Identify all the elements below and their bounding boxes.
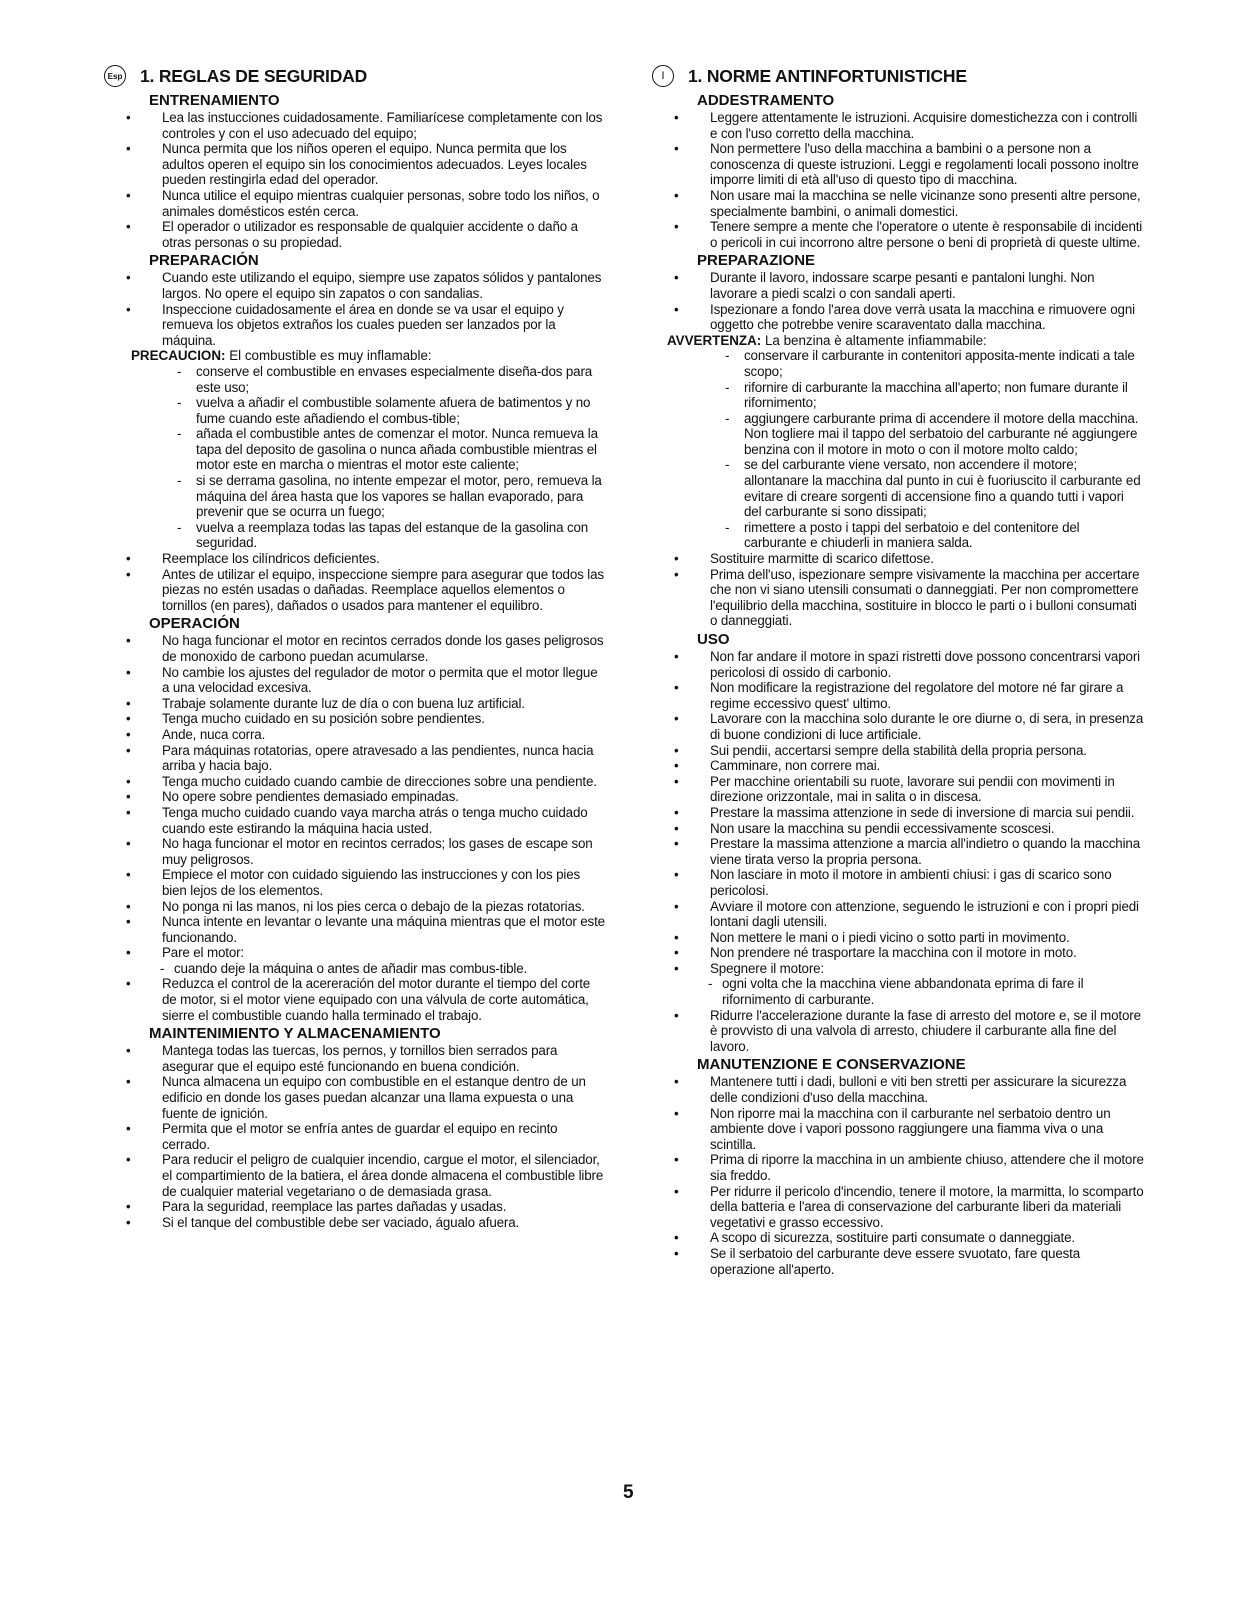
list-item: • Para la seguridad, reemplace las partes dañadas y usadas. (104, 1199, 606, 1215)
list-item: • Ande, nuca corra. (104, 727, 606, 743)
it-preparation-list-2 (652, 551, 1144, 629)
es-caution-text: El combustible es muy inflamable: (225, 348, 432, 364)
it-maintenance-list (652, 1074, 1144, 1277)
language-badge-es: Esp (104, 65, 126, 87)
spanish-title: 1. REGLAS DE SEGURIDAD (140, 65, 368, 86)
es-operation-heading: OPERACIÓN (149, 615, 240, 633)
list-item: • Prima di riporre la macchina in un ambiente chiuso, attendere che il motore sia freddo. (652, 1152, 1144, 1183)
list-item: - añada el combustible antes de comenzar el motor. Nunca remueva la tapa del deposito de gasolina o nunca añada combustible mientras el motor este en marcha o mientras el motor este caliente; (104, 426, 606, 473)
es-maintenance-list (104, 1043, 606, 1230)
list-item: • Tenga mucho cuidado en su posición sobre pendientes. (104, 711, 606, 727)
list-item: • Non lasciare in moto il motore in ambienti chiusi: i gas di scarico sono pericolosi. (652, 867, 1144, 898)
list-item: • Leggere attentamente le istruzioni. Acquisire domestichezza con i controlli e con l'uso corretto della macchina. (652, 110, 1144, 141)
it-training-list (652, 110, 1144, 250)
es-training-list (104, 110, 606, 250)
list-item: • Lavorare con la macchina solo durante le ore diurne o, di sera, in presenza di buone condizioni di luce artificiale. (652, 711, 1144, 742)
italian-title-row (652, 64, 1144, 88)
list-item: • Lea las instucciones cuidadosamente. Familiarícese completamente con los controles y con el uso adecuado del equipo; (104, 110, 606, 141)
es-stop-list (104, 961, 606, 977)
it-operation-list-2 (652, 1008, 1144, 1055)
list-item: - ogni volta che la macchina viene abbandonata eprima di fare il rifornimento di carburante. (652, 976, 1144, 1007)
spanish-column (104, 64, 606, 1230)
list-item: • Sostituire marmitte di scarico difettose. (652, 551, 1144, 567)
list-item: • Per ridurre il pericolo d'incendio, tenere il motore, la marmitta, lo scomparto della batteria e l'area di conservazione del carburante liberi da materiali vegetativi e grasso eccessivo. (652, 1184, 1144, 1231)
it-preparation-list (652, 270, 1144, 332)
list-item: - vuelva a añadir el combustible solamente afuera de batimentos y no fume cuando este añadiendo el combus-tible; (104, 395, 606, 426)
list-item: • Non permettere l'uso della macchina a bambini o a persone non a conoscenza di queste istruzioni. Leggi e regolamenti locali possono inoltre imporre limiti di età all'uso di questo tipo di macchina. (652, 141, 1144, 188)
list-item: • Non riporre mai la macchina con il carburante nel serbatoio dentro un ambiente dove i vapori possono raggiungere una fiamma viva o una scintilla. (652, 1106, 1144, 1153)
list-item: - conserve el combustible en envases especialmente diseña-dos para este uso; (104, 364, 606, 395)
list-item: - si se derrama gasolina, no intente empezar el motor, pero, remueva la máquina del área hasta que los vapores se hallan evaporado, para prevenir que se ocurra un fuego; (104, 473, 606, 520)
it-caution-line (667, 333, 1144, 349)
list-item: • Non mettere le mani o i piedi vicino o sotto parti in movimento. (652, 930, 1144, 946)
list-item: - rifornire di carburante la macchina all'aperto; non fumare durante il rifornimento; (652, 380, 1144, 411)
list-item: - conservare il carburante in contenitori apposita-mente indicati a tale scopo; (652, 348, 1144, 379)
es-caution-line (131, 348, 606, 364)
list-item: - cuando deje la máquina o antes de añadir mas combus-tible. (104, 961, 606, 977)
es-caution-label: PRECAUCION: (131, 348, 226, 364)
italian-title: 1. NORME ANTINFORTUNISTICHE (688, 65, 967, 86)
list-item: • Non modificare la registrazione del regolatore del motore né far girare a regime eccessivo quest' ultimo. (652, 680, 1144, 711)
list-item: • Non usare mai la macchina se nelle vicinanze sono presenti altre persone, specialmente bambini, o animali domestici. (652, 188, 1144, 219)
it-caution-label: AVVERTENZA: (667, 332, 762, 348)
list-item: • Per macchine orientabili su ruote, lavorare sui pendii con movimenti in direzione orizzontale, mai in salita o in discesa. (652, 774, 1144, 805)
es-training-heading: ENTRENAMIENTO (149, 92, 280, 109)
list-item: - vuelva a reemplaza todas las tapas del estanque de la gasolina con seguridad. (104, 520, 606, 551)
list-item: • Empiece el motor con cuidado siguiendo las instrucciones y con los pies bien lejos de los elementos. (104, 867, 606, 898)
list-item: • Nunca almacena un equipo con combustible en el estanque dentro de un edificio en donde los gases puedan alcanzar una llama expuesta o una fuente de ignición. (104, 1074, 606, 1121)
list-item: • Non far andare il motore in spazi ristretti dove possono concentrarsi vapori pericolosi di ossido di carbonio. (652, 649, 1144, 680)
es-maintenance-heading: MAINTENIMIENTO Y ALMACENAMIENTO (149, 1025, 441, 1043)
list-item: • Antes de utilizar el equipo, inspeccione siempre para asegurar que todos las piezas no estén usadas o dañadas. Reemplace aquellos elementos o tornillos (en pares), dañados o usados para mantener el equilibro. (104, 567, 606, 614)
page-number: 5 (623, 1482, 634, 1503)
list-item: • Prestare la massima attenzione a marcia all'indietro o quando la macchina viene tirata verso la propria persona. (652, 836, 1144, 867)
list-item: • Tenere sempre a mente che l'operatore o utente è responsabile di incidenti o pericoli in cui incorrono altre persone o beni di proprietà di queste ultime. (652, 219, 1144, 250)
list-item: • No haga funcionar el motor en recintos cerrados; los gases de escape son muy peligrosos. (104, 836, 606, 867)
list-item: • A scopo di sicurezza, sostituire parti consumate o danneggiate. (652, 1230, 1144, 1246)
list-item: • Non usare la macchina su pendii eccessivamente scoscesi. (652, 821, 1144, 837)
list-item: • Para reducir el peligro de cualquier incendio, cargue el motor, el silenciador, el compartimiento de la batiera, el área donde almacena el combustible libre de cualquier material vegetariano o de demasiada grasa. (104, 1152, 606, 1199)
list-item: • Reduzca el control de la acereración del motor durante el tiempo del corte de motor, si el motor viene equipado con una válvula de corte automática, sierre el combustible cuando halla terminado el trabajo. (104, 976, 606, 1023)
es-operation-list (104, 633, 606, 960)
list-item: • Non prendere né trasportare la macchina con il motore in moto. (652, 945, 1144, 961)
list-item: • No ponga ni las manos, ni los pies cerca o debajo de la piezas rotatorias. (104, 899, 606, 915)
it-preparation-heading: PREPARAZIONE (697, 252, 816, 270)
it-caution-list (652, 348, 1144, 551)
list-item: • Reemplace los cilíndricos deficientes. (104, 551, 606, 567)
list-item: • Se il serbatoio del carburante deve essere svuotato, fare questa operazione all'aperto. (652, 1246, 1144, 1277)
list-item: • Ridurre l'accelerazione durante la fase di arresto del motore e, se il motore è provvisto di una valvola di arresto, chiudere il carburante alla fine del lavoro. (652, 1008, 1144, 1055)
language-badge-it: I (652, 65, 674, 87)
list-item: • Tenga mucho cuidado cuando vaya marcha atrás o tenga mucho cuidado cuando este estirando la máquina hacia usted. (104, 805, 606, 836)
list-item: • Permita que el motor se enfría antes de guardar el equipo en recinto cerrado. (104, 1121, 606, 1152)
list-item: • Nunca intente en levantar o levante una máquina mientras que el motor este funcionando. (104, 914, 606, 945)
list-item: • Nunca utilice el equipo mientras cualquier personas, sobre todo los niños, o animales domésticos estén cerca. (104, 188, 606, 219)
es-preparation-heading: PREPARACIÓN (149, 252, 259, 270)
list-item: • Para máquinas rotatorias, opere atravesado a las pendientes, nunca hacia arriba y hacia bajo. (104, 743, 606, 774)
list-item: • No haga funcionar el motor en recintos cerrados donde los gases peligrosos de monoxido de carbono puedan acumularse. (104, 633, 606, 664)
list-item: • Sui pendii, accertarsi sempre della stabilità della propria persona. (652, 743, 1144, 759)
list-item: • Prima dell'uso, ispezionare sempre visivamente la macchina per accertare che non vi siano utensili consumati o danneggiati. Per non compromettere l'equilibrio della macchina, sostituire in blocco le parti o i bulloni consumati o danneggiati. (652, 567, 1144, 629)
list-item: • Mantega todas las tuercas, los pernos, y tornillos bien serrados para asegurar que el equipo esté funcionando en buena condición. (104, 1043, 606, 1074)
list-item: - se del carburante viene versato, non accendere il motore; allontanare la macchina dal punto in cui è fuoriuscito il carburante ed evitare di creare sorgenti di accensione fino a quando tutti i vapori del carburante si sono dissipati; (652, 457, 1144, 519)
list-item: • Durante il lavoro, indossare scarpe pesanti e pantaloni lunghi. Non lavorare a piedi scalzi o con sandali aperti. (652, 270, 1144, 301)
list-item: • Trabaje solamente durante luz de día o con buena luz artificial. (104, 696, 606, 712)
list-item: • Tenga mucho cuidado cuando cambie de direcciones sobre una pendiente. (104, 774, 606, 790)
italian-column (652, 64, 1144, 1277)
list-item: • El operador o utilizador es responsable de qualquier accidente o daño a otras personas o su propiedad. (104, 219, 606, 250)
list-item: - aggiungere carburante prima di accendere il motore della macchina. Non togliere mai il tappo del serbatoio del carburante né aggiungere benzina con il motore in moto o con il motore molto caldo; (652, 411, 1144, 458)
list-item: • Mantenere tutti i dadi, bulloni e viti ben stretti per assicurare la sicurezza delle condizioni d'uso della macchina. (652, 1074, 1144, 1105)
list-item: • Pare el motor: (104, 945, 606, 961)
es-preparation-list (104, 270, 606, 348)
list-item: • No opere sobre pendientes demasiado empinadas. (104, 789, 606, 805)
list-item: • Prestare la massima attenzione in sede di inversione di marcia sui pendii. (652, 805, 1144, 821)
es-preparation-list-2 (104, 551, 606, 613)
it-operation-list (652, 649, 1144, 976)
es-operation-list-2 (104, 976, 606, 1023)
it-maintenance-heading: MANUTENZIONE E CONSERVAZIONE (697, 1056, 966, 1074)
list-item: • Camminare, non correre mai. (652, 758, 1144, 774)
list-item: - rimettere a posto i tappi del serbatoio e del contenitore del carburante e chiuderli in maniera salda. (652, 520, 1144, 551)
list-item: • Avviare il motore con attenzione, seguendo le istruzioni e con i propri piedi lontani dagli utensili. (652, 899, 1144, 930)
list-item: • Ispezionare a fondo l'area dove verrà usata la macchina e rimuovere ogni oggetto che potrebbe venire scaraventato dalla macchina. (652, 302, 1144, 333)
it-training-heading: ADDESTRAMENTO (697, 92, 835, 109)
es-caution-list (104, 364, 606, 551)
it-operation-heading: USO (697, 631, 730, 648)
list-item: • Cuando este utilizando el equipo, siempre use zapatos sólidos y pantalones largos. No opere el equipo sin zapatos o con sandalias. (104, 270, 606, 301)
list-item: • Nunca permita que los niños operen el equipo. Nunca permita que los adultos operen el equipo sin los conocimientos adecuados. Leyes locales pueden restingirla edad del operador. (104, 141, 606, 188)
it-caution-text: La benzina è altamente infiammabile: (761, 332, 987, 348)
list-item: • Spegnere il motore: (652, 961, 1144, 977)
spanish-title-row (104, 64, 606, 88)
list-item: • Si el tanque del combustible debe ser vaciado, águalo afuera. (104, 1215, 606, 1231)
list-item: • No cambie los ajustes del regulador de motor o permita que el motor llegue a una velocidad excesiva. (104, 665, 606, 696)
list-item: • Inspeccione cuidadosamente el área en donde se va usar el equipo y remueva los objetos extraños los cuales pueden ser lanzados por la máquina. (104, 302, 606, 349)
it-stop-list (652, 976, 1144, 1007)
